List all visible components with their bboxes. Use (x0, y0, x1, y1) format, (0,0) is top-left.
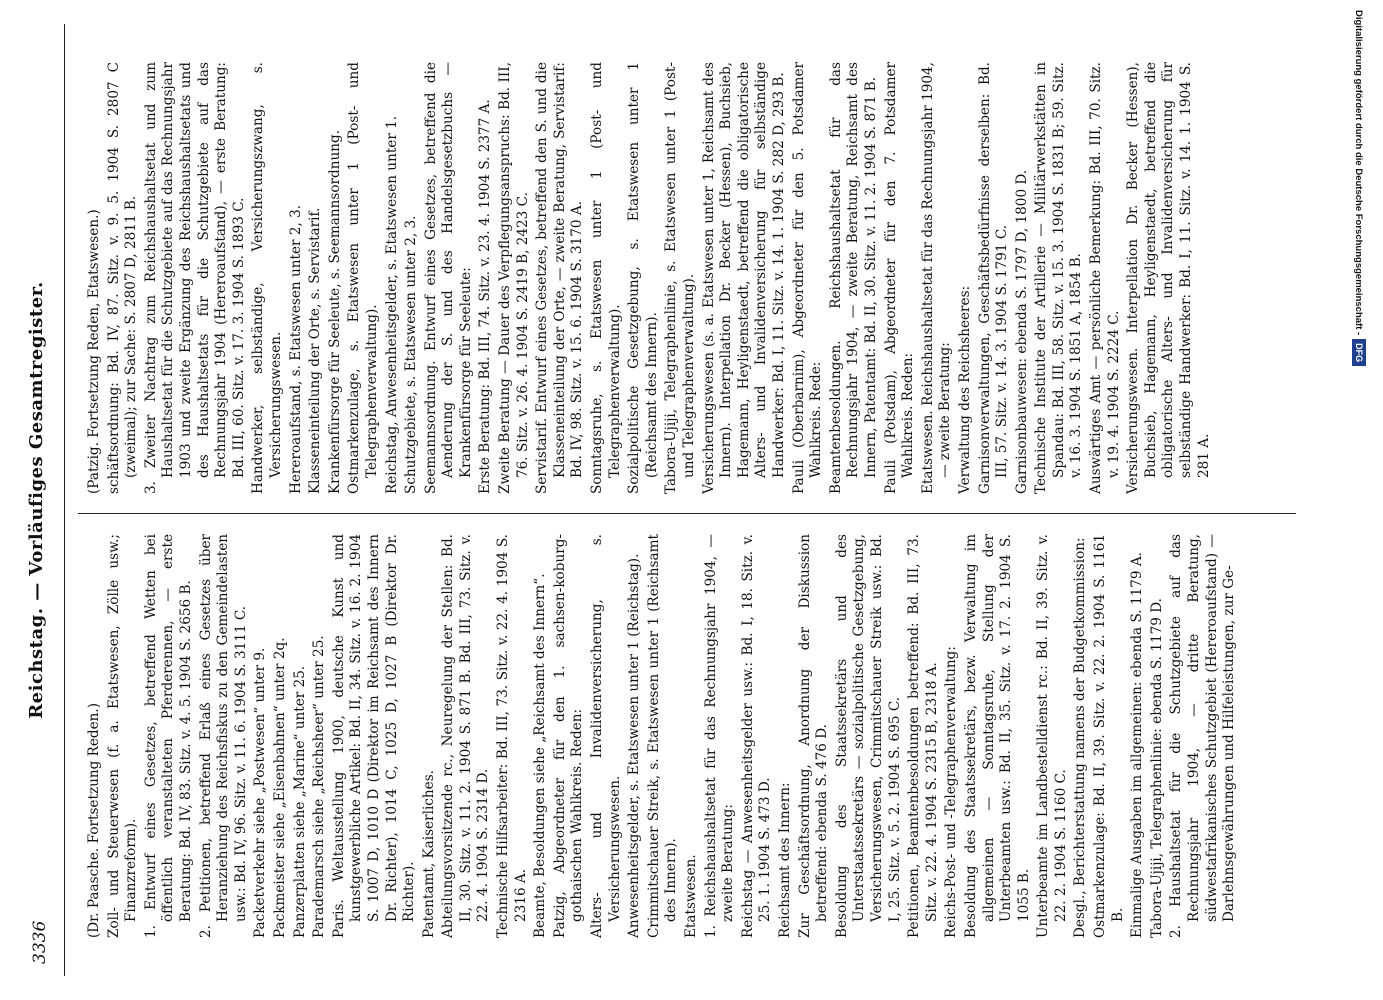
register-entry: Sonntagsruhe, s. Etatswesen unter 1 (Post- und Telegraphenverwaltung). (589, 62, 623, 494)
register-entry: Petitionen, Beamtenbesoldungen betreffend: Bd. III, 73. Sitz. v. 22. 4. 1904 S. 2315 B, 2318 A. (906, 534, 940, 938)
register-entry: Seemannsordnung. Entwurf eines Gesetzes, betreffend die Aenderung der S. und des Handelsgesetzbuchs — Krankenfürsorge für Seeleute: (422, 62, 474, 494)
register-entry: Versicherungswesen (s. a. Etatswesen unter 1, Reichsamt des Innern). Interpellation Dr. Becker (Hessen), Buchsieb, Hagemann, Heyligenstaedt, betreffend die obligatorische Alters- und Invalidenversicherung für selbständige Handwerker: Bd. I, 11. Sitz. v. 14. 1. 1904 S. 282 D, 293 B. (700, 62, 787, 494)
register-entry: Besoldung des Staatssekretärs und des Unterstaatssekretärs — sozialpolitische Gesetzgebung, Versicherungswesen, Crimmitschauer Streik usw.: Bd. I, 25. Sitz. v. 5. 2. 1904 S. 695 C. (833, 534, 903, 938)
register-entry: Zur Geschäftsordnung, Anordnung der Diskussion betreffend: ebenda S. 476 D. (796, 534, 831, 938)
register-entry: Beamtenbesoldungen. Reichshaushaltsetat für das Rechnungsjahr 1904, — zweite Beratung, Reichsamt des Innern, Patentamt: Bd. II, 30. Sitz. v. 11. 2. 1904 S. 871 B. (827, 62, 879, 494)
page-title: Reichstag. — Vorläufiges Gesamtregister. (26, 281, 47, 719)
page-header (24, 24, 65, 976)
register-entry: schäftsordnung: Bd. IV, 87. Sitz. v. 9. 5. 1904 S. 2807 C (zweimal); zur Sache: S. 2807 D, 2811 B. (105, 62, 140, 494)
register-entry: Crimmitschauer Streik, s. Etatswesen unter 1 (Reichsamt des Innern). (645, 534, 680, 938)
register-entry: Technische Hilfsarbeiter: Bd. III, 73. Sitz. v. 22. 4. 1904 S. 2316 A. (495, 534, 529, 938)
register-entry: Beamte, Besoldungen siehe „Reichsamt des Innern“. (532, 573, 549, 938)
register-entry: Garnisonverwaltungen, Geschäftsbedürfnisse derselben: Bd. III, 57. Sitz. v. 14. 3. 1904 S. 1791 C. (976, 62, 1011, 494)
register-entry: Besoldung des Staatssekretärs, bezw. Verwaltung im allgemeinen — Sonntagsruhe, Stellung der Unterbeamten usw.: Bd. II, 35. Sitz. v. 17. 2. 1904 S. 1055 B. (962, 534, 1032, 938)
register-entry: Patentamt, Kaiserliches. (420, 770, 437, 938)
register-entry: Technische Institute der Artillerie — Militärwerkstätten in Spandau: Bd. III, 58. Sitz. v. 15. 3. 1904 S. 1831 B; 59. Sitz. v. 16. 3. 1904 S. 1851 A, 1854 B. (1033, 62, 1085, 494)
column-divider (78, 513, 1296, 514)
register-entry: Zweite Beratung — Dauer des Verpflegungsanspruchs: Bd. III, 76. Sitz. v. 26. 4. 1904 S. 2419 B, 2423 C. (497, 62, 531, 494)
register-entry: Erste Beratung: Bd. III, 74. Sitz. v. 23. 4. 1904 S. 2377 A. (477, 99, 494, 494)
register-entry: Schutzgebiete, s. Etatswesen unter 2, 3. (403, 215, 420, 494)
register-entry: 2. Haushaltsetat für die Schutzgebiete auf das Rechnungsjahr 1904, — dritte Beratung, südwestafrikanisches Schutzgebiet (Hereroaufstand) — Darlehnsgewährungen und Hilfeleistungen, zur Ge- (1168, 534, 1238, 938)
register-entry: Patzig, Abgeordneter für den 1. sachsen-koburg-gothaischen Wahlkreis. Reden: (551, 534, 586, 938)
register-entry: Servistarif. Entwurf eines Gesetzes, betreffend den S. und die Klasseneinteilung der Orte, — zweite Beratung, Servistarif: Bd. IV, 98. Sitz. v. 15. 6. 1904 S. 3170 A. (534, 62, 586, 494)
dfg-credit-text: Digitalisierung gefördert durch die Deutsche Forschungsgemeinschaft - (1353, 10, 1364, 336)
register-entry: 1. Reichshaushaltsetat für das Rechnungsjahr 1904, — zweite Beratung: (702, 534, 737, 938)
page-number: 3336 (30, 920, 50, 964)
register-entry: Reichsamt des Innern: (776, 782, 793, 938)
dfg-logo: DFG (1352, 339, 1366, 366)
register-entry: Versicherungswesen. Interpellation Dr. Becker (Hessen), Buchsieb, Hagemann, Heyligenstaedt, betreffend die obligatorische Alters- und Invalidenversicherung für selbständige Handwerker: Bd. I, 11. Sitz. v. 14. 1. 1904 S. 281 A. (1125, 62, 1212, 494)
right-column (86, 62, 1300, 494)
register-entry: Desgl., Berichterstattung namens der Budgetkommission: (1072, 537, 1089, 938)
register-entry: (Dr. Paasche. Fortsetzung Reden.) (86, 702, 102, 938)
register-entry: Zoll- und Steuerwesen (f. a. Etatswesen, Zölle usw.; Finanzreform). (105, 534, 140, 938)
register-entry: Etatswesen. (683, 854, 699, 938)
register-entry: Abteilungsvorsitzende rc., Neuregelung der Stellen: Bd. II, 30. Sitz. v. 11. 2. 1904 S. 871 B. Bd. III, 73. Sitz. v. 22. 4. 1904 S. 2314 D. (440, 534, 492, 938)
register-entry: Packetverkehr siehe „Postwesen“ unter 9. (252, 647, 269, 938)
register-entry: Alters- und Invalidenversicherung, s. Versicherungswesen. (589, 534, 623, 938)
register-entry: Tabora-Ujiji, Telegraphenlinie, s. Etatswesen unter 1 (Post- und Telegraphenverwaltung). (663, 62, 697, 494)
register-entry: Panzerplatten siehe „Marine“ unter 25. (291, 665, 308, 938)
register-entry: Ostmarkenzulage: Bd. II, 39. Sitz. v. 22. 2. 1904 S. 1161 B. (1092, 534, 1126, 938)
register-entry: Packmeister siehe „Eisenbahnen“ unter 2q. (271, 637, 288, 938)
register-entry: Paris. Weltausstellung 1900, deutsche Kunst und kunstgewerbliche Artikel: Bd. II, 34. Sitz. v. 16. 2. 1904 S. 1007 D, 1010 D (Direktor im Reichsamt des Innern Dr. Richter), 1014 C, 1025 D, 1027 B (Direktor Dr. Richter). (330, 534, 418, 938)
register-entry: Reichstag — Anwesenheitsgelder usw.: Bd. I, 18. Sitz. v. 25. 1. 1904 S. 473 D. (739, 534, 774, 938)
register-entry: Auswärtiges Amt — persönliche Bemerkung: Bd. III, 70. Sitz. v. 19. 4. 1904 S. 2224 C. (1088, 62, 1122, 494)
register-entry: 2. Petitionen, betreffend Erlaß eines Gesetzes über Heranziehung des Reichsfiskus zu den Gemeindelasten usw.: Bd. IV, 96. Sitz. v. 11. 6. 1904 S. 3111 C. (197, 534, 249, 938)
register-entry: Anwesenheitsgelder, s. Etatswesen unter 1 (Reichstag). (626, 553, 643, 938)
register-entry: Pauli (Oberbarnim), Abgeordneter für den 5. Potsdamer Wahlkreis. Rede: (790, 62, 825, 494)
register-entry: Klasseneinteilung der Orte, s. Servistarif. (307, 207, 324, 494)
register-entry: Reichs-Post- und -Telegraphenverwaltung: (943, 646, 960, 938)
register-entry: 3. Zweiter Nachtrag zum Reichshaushaltsetat und zum Haushaltsetat für die Schutzgebiete auf das Rechnungsjahr 1903 und zweite Ergänzung des Reichshaushaltsetats und des Haushaltsetats für die Schutzgebiete auf das Rechnungsjahr 1904 (Hereroaufstand), — erste Beratung: Bd. III, 60. Sitz. v. 17. 3. 1904 S. 1893 C. (142, 62, 247, 494)
register-entry: Garnisonbauwesen: ebenda S. 1797 D, 1800 D. (1013, 169, 1030, 494)
register-entry: Ostmarkenzulage, s. Etatswesen unter 1 (Post- und Telegraphenverwaltung). (346, 62, 380, 494)
register-entry: Parademarsch siehe „Reichsheer“ unter 25. (311, 635, 328, 938)
register-entry: Einmalige Ausgaben im allgemeinen: ebenda S. 1179 A. (1129, 551, 1146, 938)
register-entry: Handwerker, selbständige, Versicherungszwang, s. Versicherungswesen. (250, 62, 284, 494)
register-entry: Reichstag, Anwesenheitsgelder, s. Etatswesen unter 1. (383, 115, 400, 494)
register-entry: Pauli (Potsdam), Abgeordneter für den 7. Potsdamer Wahlkreis. Reden: (882, 62, 917, 494)
register-entry: Etatswesen. Reichshaushaltsetat für das Rechnungsjahr 1904, — zweite Beratung: (919, 62, 954, 494)
register-entry: Hereroaufstand, s. Etatswesen unter 2, 3. (287, 204, 304, 494)
register-entry: Krankenfürsorge für Seeleute, s. Seemannsordnung. (326, 129, 343, 494)
register-entry: Tabora-Ujiji, Telegraphenlinie: ebenda S. 1179 D. (1148, 598, 1165, 938)
register-entry: Verwaltung des Reichsheeres: (956, 285, 973, 494)
register-entry: Sozialpolitische Gesetzgebung, s. Etatswesen unter 1 (Reichsamt des Innern). (626, 62, 660, 494)
register-entry: 1. Entwurf eines Gesetzes, betreffend Wetten bei öffentlich veranstalteten Pferderennen, — erste Beratung: Bd. IV, 83. Sitz. v. 4. 5. 1904 S. 2656 B. (142, 534, 194, 938)
left-column (86, 534, 1300, 938)
side-note (1346, 10, 1374, 990)
register-entry: (Patzig. Fortsetzung Reden, Etatswesen.) (86, 209, 102, 494)
dfg-credit (1338, 10, 1366, 990)
register-entry: Unterbeamte im Landbestelldienst rc.: Bd. II, 39. Sitz. v. 22. 2. 1904 S. 1160 C. (1035, 534, 1069, 938)
